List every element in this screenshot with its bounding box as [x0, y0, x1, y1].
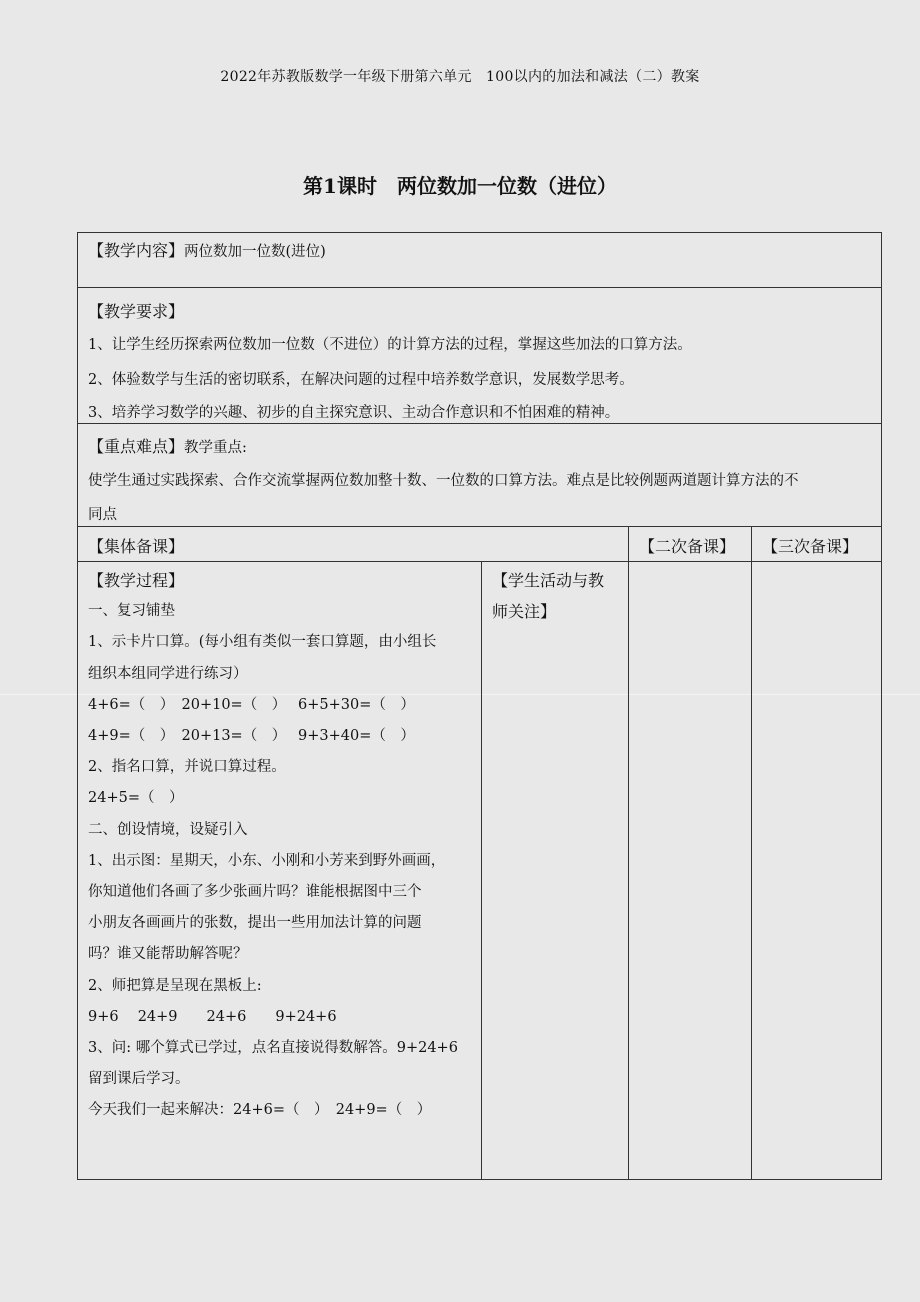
divider-third-prep [751, 527, 752, 1179]
student-activity-line-1: 【学生活动与教 [492, 571, 605, 590]
process-row [78, 562, 881, 1179]
key-points-line-2: 同点 [88, 507, 117, 523]
divider-second-prep [628, 527, 629, 1179]
divider-student-activity [481, 562, 482, 1179]
second-prep-label: 【二次备课】 [639, 537, 736, 556]
lesson-topic: 两位数加一位数（进位） [396, 174, 617, 198]
third-prep-label: 【三次备课】 [762, 537, 859, 556]
process-label: 【教学过程】 [88, 571, 185, 590]
process-line-14: 9+6 24+9 24+6 9+24+6 [88, 1008, 337, 1025]
key-points-line-1: 使学生通过实践探索、合作交流掌握两位数加整十数、一位数的口算方法。难点是比较例题两道题计算方法的不 [88, 473, 799, 489]
student-activity-line-2: 师关注】 [492, 602, 557, 622]
content-row [78, 233, 881, 288]
requirement-item-1: 1、让学生经历探索两位数加一位数（不进位）的计算方法的过程，掌握这些加法的口算方法。 [88, 337, 692, 353]
process-line-7: 24+5=（ ） [88, 790, 184, 807]
group-prep-label: 【集体备课】 [88, 537, 185, 556]
prep-header-row [78, 527, 881, 562]
lesson-plan-table [77, 232, 882, 1180]
process-line-16: 留到课后学习。 [88, 1071, 190, 1088]
requirement-item-2: 2、体验数学与生活的密切联系，在解决问题的过程中培养数学意识，发展数学思考。 [88, 372, 634, 388]
process-line-3: 组织本组同学进行练习） [88, 665, 248, 682]
process-line-8: 二、创设情境，设疑引入 [88, 821, 248, 838]
process-line-10: 你知道他们各画了多少张画片吗？谁能根据图中三个 [88, 884, 422, 901]
key-points-row [78, 424, 881, 527]
content-text: 两位数加一位数(进位) [184, 244, 326, 260]
process-line-4: 4+6=（ ） 20+10=（ ） 6+5+30=（ ） [88, 696, 415, 713]
key-points-label: 【重点难点】 [88, 437, 185, 456]
requirement-item-3: 3、培养学习数学的兴趣、初步的自主探究意识、主动合作意识和不怕困难的精神。 [88, 405, 620, 421]
process-line-6: 2、指名口算，并说口算过程。 [88, 759, 286, 776]
process-line-11: 小朋友各画画片的张数，提出一些用加法计算的问题 [88, 915, 422, 932]
key-points-sub: 教学重点: [184, 440, 247, 456]
content-label: 【教学内容】 [88, 241, 185, 260]
process-line-9: 1、出示图：星期天，小东、小刚和小芳来到野外画画， [88, 852, 446, 869]
process-line-5: 4+9=（ ） 20+13=（ ） 9+3+40=（ ） [88, 728, 415, 745]
process-line-15: 3、问: 哪个算式已学过，点名直接说得数解答。9+24+6 [88, 1040, 458, 1057]
process-column [88, 565, 458, 1127]
requirements-label: 【教学要求】 [88, 302, 185, 321]
process-line-13: 2、师把算是呈现在黑板上: [88, 977, 262, 994]
process-line-12: 吗？谁又能帮助解答呢？ [88, 946, 248, 963]
student-activity-column [492, 565, 604, 627]
document-header: 2022年苏教版数学一年级下册第六单元 100以内的加法和减法（二）教案 [220, 69, 700, 85]
process-line-17: 今天我们一起来解决：24+6=（ ） 24+9=（ ） [88, 1102, 432, 1119]
lesson-title [0, 170, 920, 199]
process-line-2: 1、示卡片口算。(每小组有类似一套口算题，由小组长 [88, 634, 437, 651]
process-line-1: 一、复习铺垫 [88, 603, 175, 620]
requirements-row [78, 288, 881, 424]
lesson-number: 第1课时 [303, 174, 377, 198]
